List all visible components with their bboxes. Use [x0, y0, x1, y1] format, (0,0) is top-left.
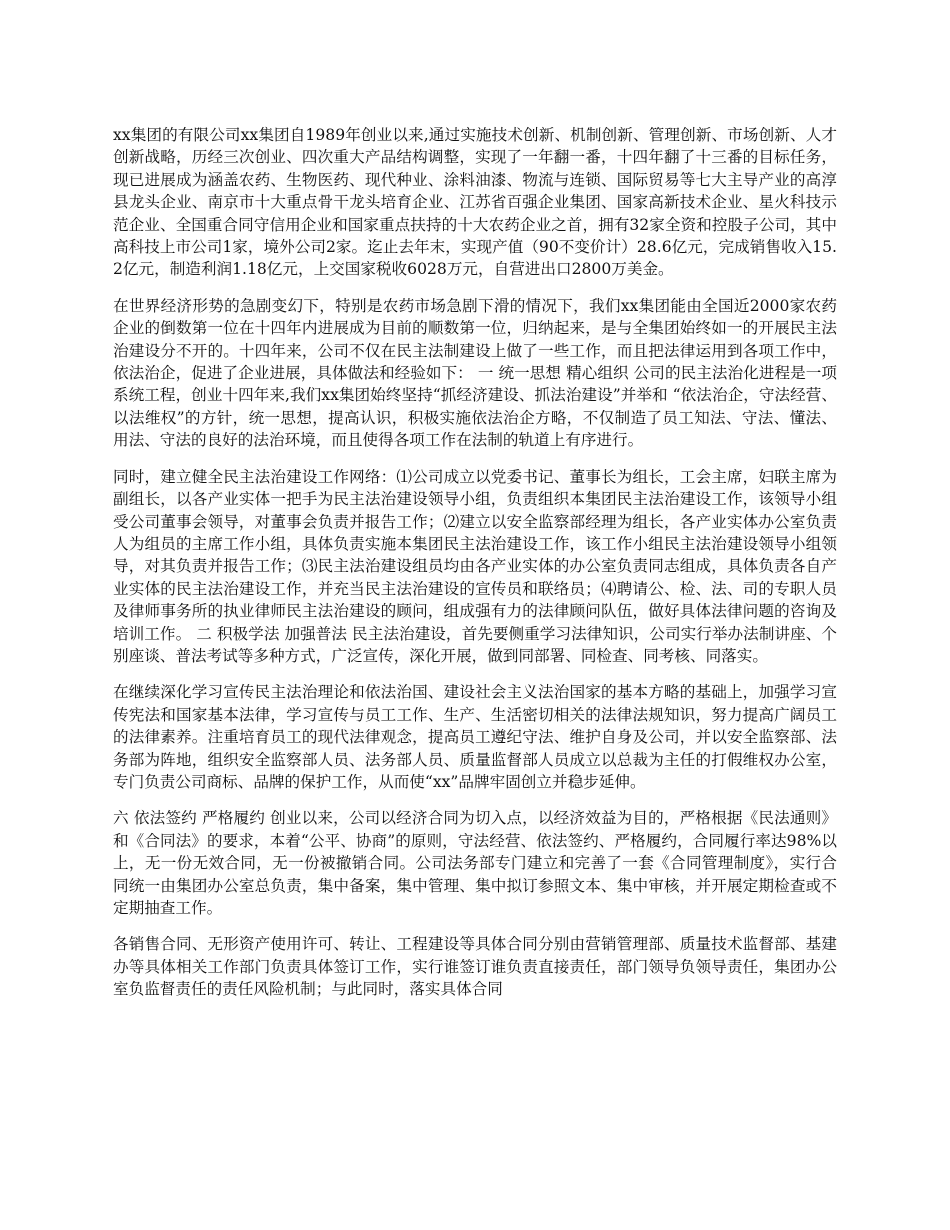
paragraph-1: xx集团的有限公司xx集团自1989年创业以来,通过实施技术创新、机制创新、管理创新、市场创新、人才创新战略，历经三次创业、四次重大产品结构调整，实现了一年翻一番，十四年翻了十三番的目标任务，现已进展成为涵盖农药、生物医药、现代种业、涂料油漆、物流与连锁、国际贸易等七大主导产业的高淳县龙头企业、南京市十大重点骨干龙头培育企业、江苏省百强企业集团、国家高新技术企业、星火科技示范企业、全国重合同守信用企业和国家重点扶持的十大农药企业之首，拥有32家全资和控股子公司，其中高科技上市公司1家，境外公司2家。迄止去年末，实现产值（90不变价计）28.6亿元，完成销售收入15.2亿元，制造利润1.18亿元，上交国家税收6028万元，自营进出口2800万美金。	[113, 126, 837, 279]
document-page	[113, 124, 837, 1015]
paragraph-4: 在继续深化学习宣传民主法治理论和依法治国、建设社会主义法治国家的基本方略的基础上，加强学习宣传宪法和国家基本法律，学习宣传与员工工作、生产、生活密切相关的法律法规知识，努力提高广阔员工的法律素养。注重培育员工的现代法律观念，提高员工遵纪守法、维护自身及公司，并以安全监察部、法务部为阵地，组织安全监察部人员、法务部人员、质量监督部人员成立以总裁为主任的打假维权办公室，专门负责公司商标、品牌的保护工作，从而使“xx”品牌牢固创立并稳步延伸。	[113, 683, 837, 791]
paragraph-2: 在世界经济形势的急剧变幻下，特别是农药市场急剧下滑的情况下，我们xx集团能由全国近2000家农药企业的倒数第一位在十四年内进展成为目前的顺数第一位，归纳起来，是与全集团始终如一的开展民主法治建设分不开的。十四年来，公司不仅在民主法制建设上做了一些工作，而且把法律运用到各项工作中，依法治企，促进了企业进展，具体做法和经验如下： 一 统一思想 精心组织 公司的民主法治化进程是一项系统工程，创业十四年来,我们xx集团始终坚持“抓经济建设、抓法治建设”并举和 “依法治企，守法经营、以法维权”的方针，统一思想，提高认识，积极实施依法治企方略，不仅制造了员工知法、守法、懂法、用法、守法的良好的法治环境，而且使得各项工作在法制的轨道上有序进行。	[113, 296, 837, 450]
paragraph-6: 各销售合同、无形资产使用许可、转让、工程建设等具体合同分别由营销管理部、质量技术监督部、基建办等具体相关工作部门负责具体签订工作，实行谁签订谁负责直接责任，部门领导负领导责任，集团办公室负监督责任的责任风险机制；与此同时，落实具体合同	[113, 935, 837, 999]
paragraph-3: 同时，建立健全民主法治建设工作网络：⑴公司成立以党委书记、董事长为组长，工会主席，妇联主席为副组长，以各产业实体一把手为民主法治建设领导小组，负责组织本集团民主法治建设工作，该领导小组受公司董事会领导，对董事会负责并报告工作；⑵建立以安全监察部经理为组长，各产业实体办公室负责人为组员的主席工作小组，具体负责实施本集团民主法治建设工作，该工作小组民主法治建设领导小组领导，对其负责并报告工作；⑶民主法治建设组员均由各产业实体的办公室负责同志组成，具体负责各自产业实体的民主法治建设工作，并充当民主法治建设的宣传员和联络员；⑷聘请公、检、法、司的专职人员及律师事务所的执业律师民主法治建设的顾问，组成强有力的法律顾问队伍，做好具体法律问题的咨询及培训工作。 二 积极学法 加强普法 民主法治建设，首先要侧重学习法律知识，公司实行举办法制讲座、个别座谈、普法考试等多种方式，广泛宣传，深化开展，做到同部署、同检查、同考核、同落实。	[113, 467, 837, 665]
paragraph-5: 六 依法签约 严格履约 创业以来，公司以经济合同为切入点，以经济效益为目的，严格根据《民法通则》和《合同法》的要求，本着“公平、协商”的原则，守法经营、依法签约、严格履约，合同履行率达98%以上，无一份无效合同，无一份被撤销合同。公司法务部专门建立和完善了一套《合同管理制度》，实行合同统一由集团办公室总负责，集中备案，集中管理、集中拟订参照文本、集中审核，并开展定期检查或不定期抽查工作。	[113, 809, 837, 917]
